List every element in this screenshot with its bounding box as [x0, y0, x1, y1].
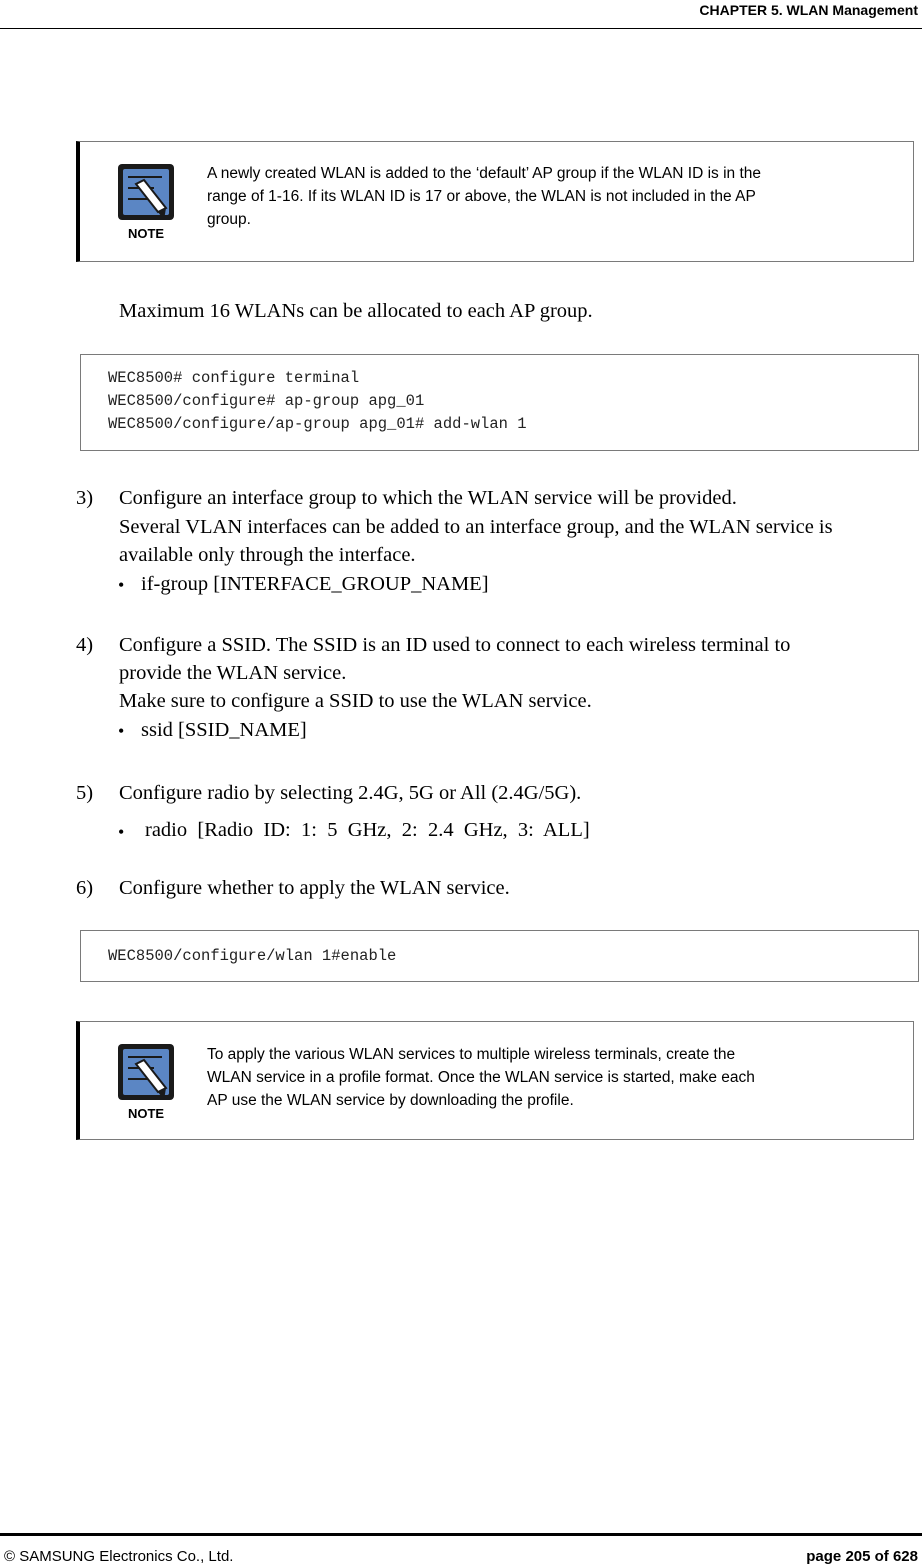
- step-number: 3): [76, 487, 94, 509]
- code-line: WEC8500/configure/wlan 1#enable: [108, 947, 397, 965]
- step-number: 6): [76, 877, 94, 899]
- note-line: To apply the various WLAN services to multiple wireless terminals, create the: [207, 1046, 736, 1063]
- note-icon-label: NOTE: [127, 226, 165, 241]
- step-line: Configure a SSID. The SSID is an ID used to connect to each wireless terminal to: [119, 634, 791, 656]
- page-number: page 205 of 628: [806, 1548, 918, 1565]
- command-syntax: if-group [INTERFACE_GROUP_NAME]: [141, 573, 489, 595]
- page-header: [0, 0, 922, 29]
- step-line: Configure an interface group to which the WLAN service will be provided.: [119, 487, 737, 509]
- code-line: WEC8500/configure# ap-group apg_01: [108, 392, 425, 410]
- bullet-dot: •: [118, 822, 125, 842]
- note-icon-label: NOTE: [127, 1106, 165, 1121]
- command-syntax: ssid [SSID_NAME]: [141, 719, 307, 741]
- note-line: AP use the WLAN service by downloading the profile.: [207, 1092, 574, 1109]
- note-line: WLAN service in a profile format. Once the WLAN service is started, make each: [207, 1069, 755, 1086]
- step-line: Several VLAN interfaces can be added to an interface group, and the WLAN service is: [119, 516, 833, 538]
- code-line: WEC8500# configure terminal: [108, 369, 360, 387]
- note-pencil-icon: [114, 162, 178, 242]
- note-pencil-icon: [114, 1042, 178, 1122]
- note-line: range of 1-16. If its WLAN ID is 17 or above, the WLAN is not included in the AP: [207, 188, 756, 205]
- step-line: Configure whether to apply the WLAN service.: [119, 877, 510, 899]
- chapter-title: CHAPTER 5. WLAN Management: [699, 2, 918, 18]
- note-box: [76, 1021, 914, 1140]
- note-line: group.: [207, 211, 251, 228]
- note-line: A newly created WLAN is added to the ‘default’ AP group if the WLAN ID is in the: [207, 165, 761, 182]
- note-box: [76, 141, 914, 262]
- note-text: [207, 1043, 883, 1112]
- code-block: [80, 930, 919, 982]
- bullet-dot: •: [118, 721, 125, 741]
- code-line: WEC8500/configure/ap-group apg_01# add-wlan 1: [108, 415, 527, 433]
- code-block: [80, 354, 919, 451]
- page-footer: [0, 1533, 922, 1568]
- step-number: 5): [76, 782, 94, 804]
- step-line: Make sure to configure a SSID to use the WLAN service.: [119, 690, 592, 712]
- step-line: Configure radio by selecting 2.4G, 5G or All (2.4G/5G).: [119, 782, 582, 804]
- bullet-dot: •: [118, 575, 125, 595]
- step-number: 4): [76, 634, 94, 656]
- step-line: provide the WLAN service.: [119, 662, 347, 684]
- step-line: available only through the interface.: [119, 544, 416, 566]
- note-text: [207, 162, 883, 231]
- command-syntax: radio [Radio ID: 1: 5 GHz, 2: 2.4 GHz, 3: ALL]: [145, 819, 590, 841]
- paragraph-max-wlans: Maximum 16 WLANs can be allocated to each AP group.: [119, 300, 593, 322]
- copyright: © SAMSUNG Electronics Co., Ltd.: [4, 1548, 234, 1565]
